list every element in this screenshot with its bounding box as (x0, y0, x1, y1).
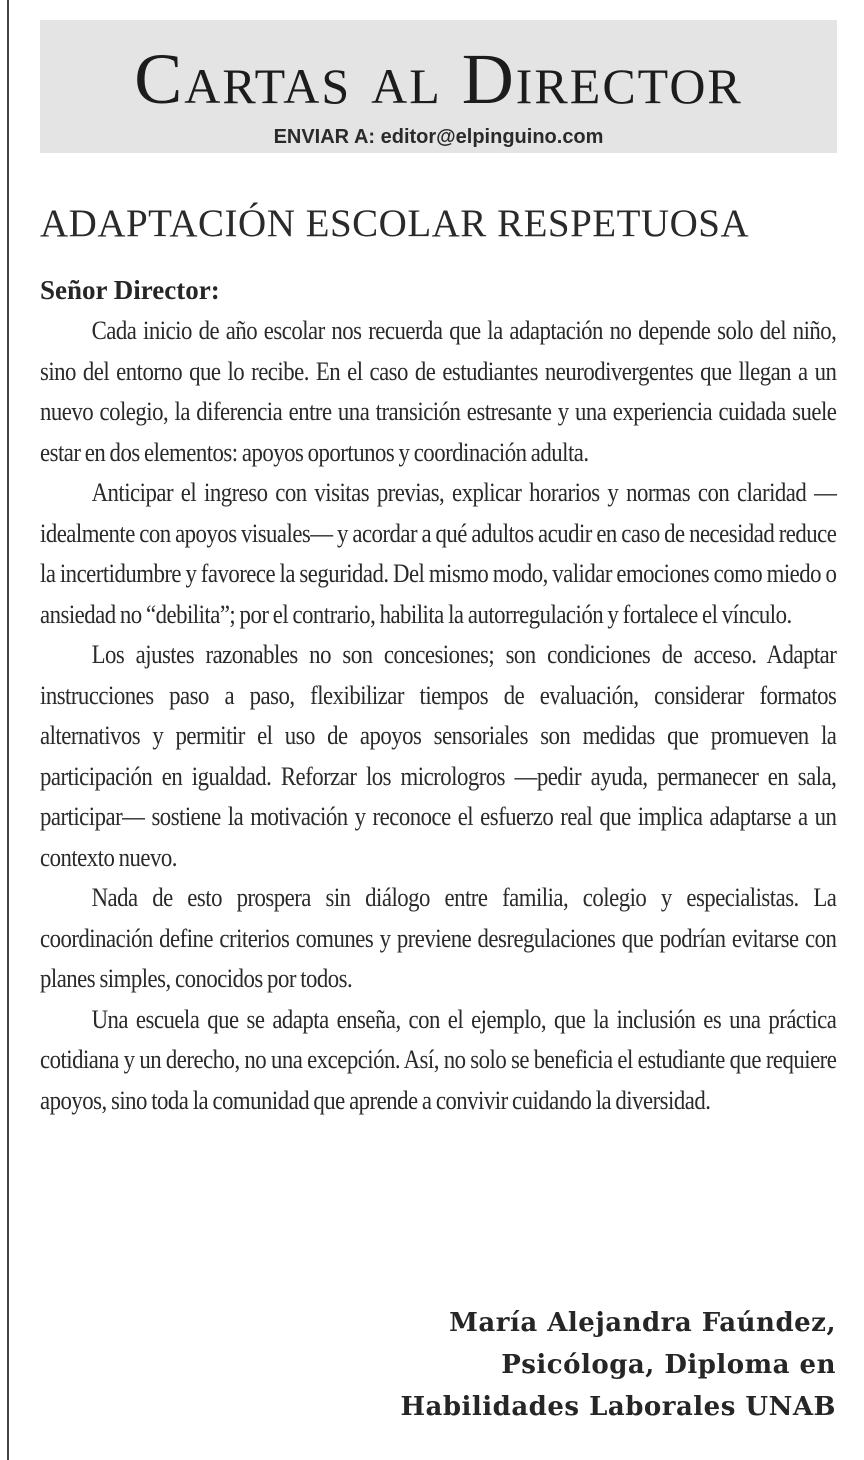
send-to-email: ENVIAR A: editor@elpinguino.com (273, 126, 604, 148)
body-paragraph: Cada inicio de año escolar nos recuerda que la adaptación no depende solo del niño, sino del entorno que lo recibe. En el caso de estudiantes neurodivergentes que llegan a un nuevo colegio, la diferencia entre una transición estresante y una experiencia cuidada suele estar en dos elementos: apoyos oportunos y coordinación adulta. (40, 315, 837, 467)
letter-body (40, 310, 837, 1120)
letter-title: ADAPTACIÓN ESCOLAR RESPETUOSA (40, 202, 750, 245)
salutation: Señor Director: (40, 275, 220, 305)
signature-name: María Alejandra Faúndez, (449, 1308, 836, 1338)
body-paragraph: Los ajustes razonables no son concesiones; son condiciones de acceso. Adaptar instrucciones paso a paso, flexibilizar tiempos de evaluación, considerar formatos alternativos y permitir el uso de apoyos sensoriales son medidas que promueven la participación en igualdad. Reforzar los micrologros —pedir ayuda, permanecer en sala, participar— sostiene la motivación y reconoce el esfuerzo real que implica adaptarse a un contexto nuevo. (40, 639, 837, 872)
left-column-rule (7, 0, 9, 1460)
body-paragraph: Una escuela que se adapta enseña, con el ejemplo, que la inclusión es una práctica cotidiana y un derecho, no una excepción. Así, no solo se beneficia el estudiante que requiere apoyos, sino toda la comunidad que aprende a convivir cuidando la diversidad. (40, 1003, 837, 1115)
section-header (40, 20, 837, 153)
signature-title: Psicóloga, Diploma en (501, 1350, 836, 1380)
body-paragraph: Anticipar el ingreso con visitas previas, explicar horarios y normas con claridad —idealmente con apoyos visuales— y acordar a qué adultos acudir en caso de necesidad reduce la incertidumbre y favorece la seguridad. Del mismo modo, validar emociones como miedo o ansiedad no “debilita”; por el contrario, habilita la autorregulación y fortalece el vínculo. (40, 477, 837, 629)
section-title: Cartas al Director (134, 39, 743, 119)
body-paragraph: Nada de esto prospera sin diálogo entre familia, colegio y especialistas. La coordinación define criterios comunes y previene desregulaciones que podrían evitarse con planes simples, conocidos por todos. (40, 882, 837, 993)
signature-block (400, 1302, 836, 1428)
letter-article (40, 196, 837, 1120)
signature-affiliation: Habilidades Laborales UNAB (400, 1392, 836, 1422)
